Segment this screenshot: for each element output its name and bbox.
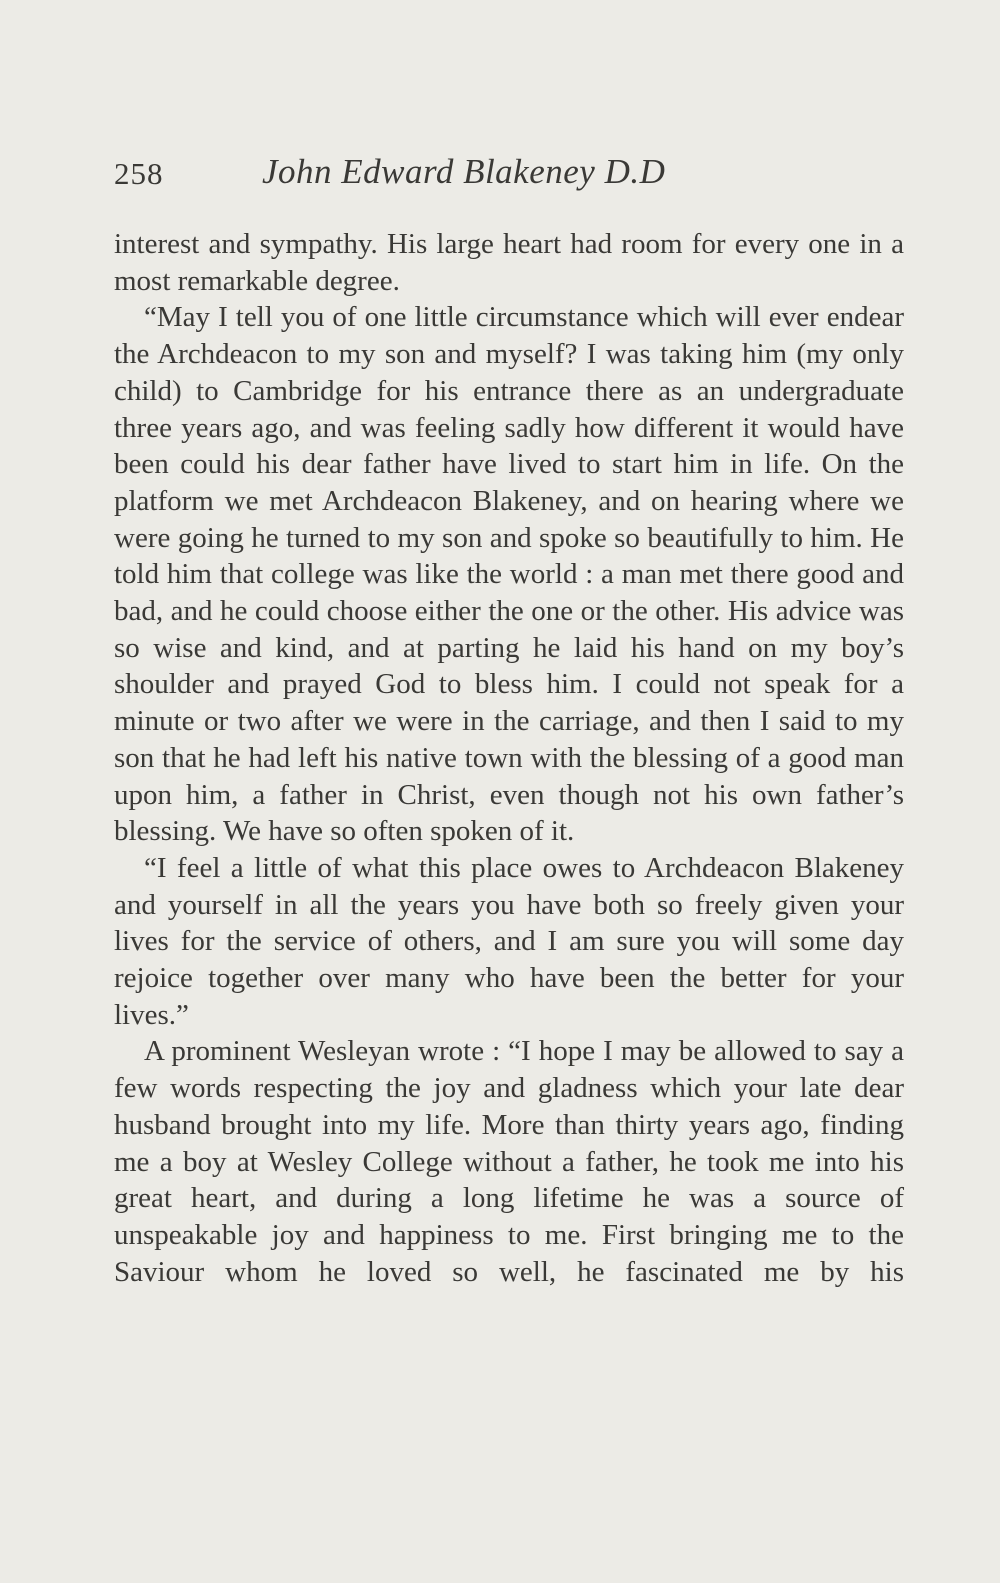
running-head bbox=[114, 148, 904, 198]
page-number: 258 bbox=[114, 156, 164, 191]
paragraph-3: “I feel a little of what this place owes to Archdeacon Blakeney and yourself in all the years you have both so freely given your lives for the service of others, and I am sure you will some day rejoice together over many who have been the better for your lives.” bbox=[114, 851, 904, 1031]
paragraph-4: A prominent Wesleyan wrote : “I hope I may be allowed to say a few words respecting the joy and gladness which your late dear husband brought into my life. More than thirty years ago, finding me a boy at Wesley College without a father, he took me into his great heart, and during a long lifetime he was a source of unspeakable joy and happiness to me. First bringing me to the Saviour whom he loved so well, he fascinated me by his bbox=[114, 1035, 904, 1288]
book-title: John Edward Blakeney D.D bbox=[262, 152, 666, 191]
body-text bbox=[114, 226, 904, 1290]
paragraph-1: interest and sympathy. His large heart had room for every one in a most remarkable degree. bbox=[114, 228, 904, 297]
paragraph-2: “May I tell you of one little circumstance which will ever endear the Archdeacon to my son and myself? I was taking him (my only child) to Cambridge for his entrance there as an undergraduate three years ago, and was feeling sadly how different it would have been could his dear father have lived to start him in life. On the platform we met Archdeacon Blakeney, and on hearing where we were going he turned to my son and spoke so beautifully to him. He told him that college was like the world : a man met there good and bad, and he could choose either the one or the other. His advice was so wise and kind, and at parting he laid his hand on my boy’s shoulder and prayed God to bless him. I could not speak for a minute or two after we were in the carriage, and then I said to my son that he had left his native town with the blessing of a good man upon him, a father in Christ, even though not his own father’s blessing. We have so often spoken of it. bbox=[114, 301, 904, 848]
